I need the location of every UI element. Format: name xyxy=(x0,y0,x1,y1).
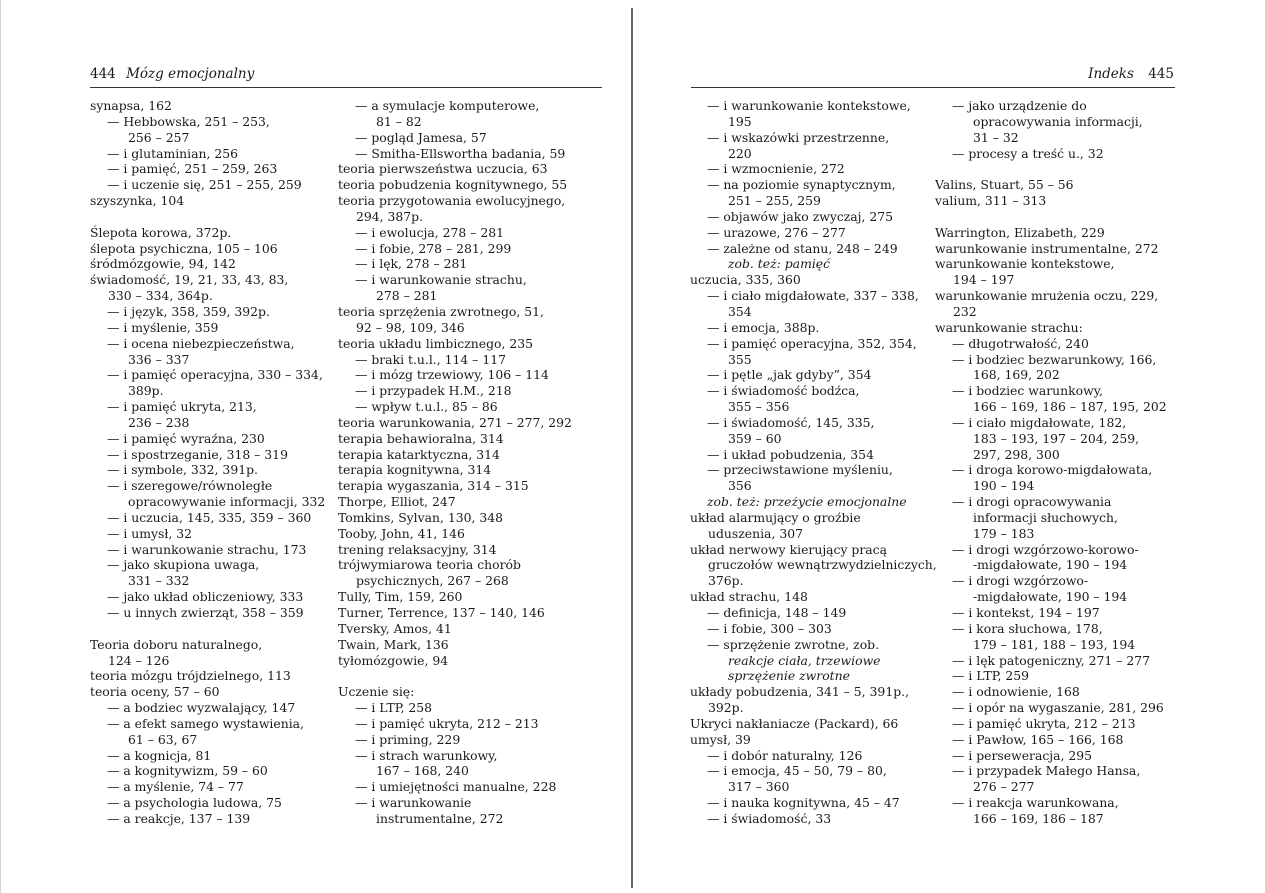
index-entry: 124 – 126 xyxy=(108,652,170,668)
index-entry: — i pamięć ukryta, 212 – 213 xyxy=(355,715,539,731)
index-entry: — i szeregowe/równoległe xyxy=(107,478,273,494)
index-entry: — Hebbowska, 251 – 253, xyxy=(107,113,270,129)
index-entry: terapia katarktyczna, 314 xyxy=(338,446,500,462)
index-entry: — i drogi opracowywania xyxy=(952,494,1112,510)
index-entry: szyszynka, 104 xyxy=(90,193,185,209)
index-entry: opracowywanie informacji, 332 xyxy=(128,494,326,510)
index-entry: 251 – 255, 259 xyxy=(728,193,821,209)
index-entry: 31 – 32 xyxy=(973,129,1019,145)
index-entry: teoria mózgu trójdzielnego, 113 xyxy=(90,668,291,684)
index-entry: — a efekt samego wystawienia, xyxy=(107,715,304,731)
index-entry: — i lęk patogeniczny, 271 – 277 xyxy=(952,652,1150,668)
index-entry: — urazowe, 276 – 277 xyxy=(707,224,846,240)
index-entry: tyłomózgowie, 94 xyxy=(338,652,449,668)
index-entry: umysł, 39 xyxy=(690,731,751,747)
index-entry: — i pamięć operacyjna, 352, 354, xyxy=(707,335,917,351)
index-entry: 179 – 181, 188 – 193, 194 xyxy=(973,636,1136,652)
index-entry: — długotrwałość, 240 xyxy=(952,335,1089,351)
index-entry: 194 – 197 xyxy=(953,272,1015,288)
index-entry: zob. też: przeżycie emocjonalne xyxy=(707,494,907,510)
index-entry: reakcje ciała, trzewiowe xyxy=(728,652,881,668)
index-entry: — i warunkowanie strachu, xyxy=(355,272,527,288)
index-entry: 355 xyxy=(728,351,752,367)
index-entry: — a symulacje komputerowe, xyxy=(355,98,540,113)
index-entry: teoria sprzężenia zwrotnego, 51, xyxy=(338,303,544,319)
index-entry: — jako układ obliczeniowy, 333 xyxy=(107,589,304,605)
index-entry: -migdałowate, 190 – 194 xyxy=(973,557,1128,573)
index-entry: układ alarmujący o groźbie xyxy=(690,509,861,525)
index-entry: — braki t.u.l., 114 – 117 xyxy=(355,351,506,367)
index-entry: 166 – 169, 186 – 187 xyxy=(973,810,1104,826)
index-entry: 294, 387p. xyxy=(356,208,424,224)
index-entry: zob. też: pamięć xyxy=(728,256,831,272)
index-entry: — i nauka kognitywna, 45 – 47 xyxy=(707,795,900,811)
index-entry: — i priming, 229 xyxy=(355,731,461,747)
index-entry: — i wzmocnienie, 272 xyxy=(707,161,845,177)
index-entry: ślepota psychiczna, 105 – 106 xyxy=(90,240,278,256)
index-entry: — i mózg trzewiowy, 106 – 114 xyxy=(355,367,549,383)
index-entry: teoria przygotowania ewolucyjnego, xyxy=(338,193,566,209)
index-entry: śródmózgowie, 94, 142 xyxy=(90,256,236,272)
index-entry: valium, 311 – 313 xyxy=(935,193,1047,209)
index-entry: 276 – 277 xyxy=(973,779,1035,795)
index-entry: — i emocja, 388p. xyxy=(707,319,820,335)
index-entry: — i spostrzeganie, 318 – 319 xyxy=(107,446,288,462)
index-entry: 92 – 98, 109, 346 xyxy=(356,319,465,335)
index-entry: — i ocena niebezpieczeństwa, xyxy=(107,335,295,351)
index-entry: 331 – 332 xyxy=(128,573,190,589)
index-entry: — i kontekst, 194 – 197 xyxy=(952,605,1100,620)
index-entry: 168, 169, 202 xyxy=(973,367,1060,383)
index-entry: — i LTP, 258 xyxy=(355,700,433,716)
index-entry: — i lęk, 278 – 281 xyxy=(355,256,468,272)
index-entry: teoria warunkowania, 271 – 277, 292 xyxy=(338,414,572,430)
index-entry: 220 xyxy=(728,145,752,161)
index-entry: — a reakcje, 137 – 139 xyxy=(107,810,251,826)
index-entry: Twain, Mark, 136 xyxy=(338,636,449,652)
index-column xyxy=(90,98,352,827)
header-rule-right xyxy=(691,87,1175,88)
index-entry: — i warunkowanie xyxy=(355,795,472,811)
index-entry: — i Pawłow, 165 – 166, 168 xyxy=(952,731,1124,747)
index-entry: 256 – 257 xyxy=(128,129,190,145)
running-header-right xyxy=(1088,66,1174,82)
index-entry: Valins, Stuart, 55 – 56 xyxy=(935,177,1074,193)
index-entry: świadomość, 19, 21, 33, 43, 83, xyxy=(90,272,289,288)
index-entry: — i perseweracja, 295 xyxy=(952,747,1093,763)
index-entry: Teoria doboru naturalnego, xyxy=(90,636,263,652)
index-entry: — zależne od stanu, 248 – 249 xyxy=(707,240,898,256)
running-header-left xyxy=(90,66,254,82)
index-entry: teoria oceny, 57 – 60 xyxy=(90,684,220,700)
index-entry: — a kognitywizm, 59 – 60 xyxy=(107,763,268,779)
index-entry: uduszenia, 307 xyxy=(708,525,803,541)
index-entry: — a kognicja, 81 xyxy=(107,747,212,763)
index-entry: układ nerwowy kierujący pracą xyxy=(690,541,887,557)
index-entry: — i ciało migdałowate, 337 – 338, xyxy=(707,288,919,304)
index-entry: — i reakcja warunkowana, xyxy=(952,795,1119,811)
index-entry: — definicja, 148 – 149 xyxy=(707,605,847,620)
index-entry: układ strachu, 148 xyxy=(690,589,808,605)
entry-spacer xyxy=(90,209,352,225)
entry-spacer xyxy=(935,161,1197,177)
entry-spacer xyxy=(90,621,352,637)
index-entry: warunkowanie kontekstowe, xyxy=(935,256,1115,272)
index-entry: 376p. xyxy=(708,573,744,589)
index-entry: opracowywania informacji, xyxy=(973,113,1143,129)
index-entry: Uczenie się: xyxy=(338,684,415,700)
index-entry: — i przypadek Małego Hansa, xyxy=(952,763,1141,779)
index-entry: teoria pierwszeństwa uczucia, 63 xyxy=(338,161,548,177)
index-entry: teoria układu limbicznego, 235 xyxy=(338,335,533,351)
index-entry: synapsa, 162 xyxy=(90,98,172,113)
right-page xyxy=(633,0,1266,893)
index-entry: warunkowanie instrumentalne, 272 xyxy=(935,240,1159,256)
index-entry: — i umysł, 32 xyxy=(107,525,192,541)
index-entry: — i układ pobudzenia, 354 xyxy=(707,446,874,462)
index-entry: — i język, 358, 359, 392p. xyxy=(107,303,270,319)
index-entry: sprzężenie zwrotne xyxy=(728,668,850,684)
index-entry: 166 – 169, 186 – 187, 195, 202 xyxy=(973,399,1167,415)
index-entry: — i pętle „jak gdyby”, 354 xyxy=(707,367,872,383)
index-entry: Ślepota korowa, 372p. xyxy=(90,224,232,240)
index-entry: 392p. xyxy=(708,700,744,716)
index-entry: 389p. xyxy=(128,383,164,399)
index-entry: — i kora słuchowa, 178, xyxy=(952,620,1103,636)
index-entry: Thorpe, Elliot, 247 xyxy=(338,494,456,510)
index-entry: — i pamięć wyraźna, 230 xyxy=(107,430,265,446)
index-entry: — i wskazówki przestrzenne, xyxy=(707,129,890,145)
index-entry: — na poziomie synaptycznym, xyxy=(707,177,896,193)
index-entry: — i świadomość, 145, 335, xyxy=(707,414,875,430)
index-entry: — a myślenie, 74 – 77 xyxy=(107,779,244,795)
index-entry: — i glutaminian, 256 xyxy=(107,145,239,161)
index-entry: — procesy a treść u., 32 xyxy=(952,145,1104,161)
index-entry: 61 – 63, 67 xyxy=(128,731,198,747)
index-entry: — i fobie, 278 – 281, 299 xyxy=(355,240,512,256)
index-entry: — i drogi wzgórzowo-korowo- xyxy=(952,541,1139,557)
index-entry: uczucia, 335, 360 xyxy=(690,272,801,288)
index-entry: — i dobór naturalny, 126 xyxy=(707,747,863,763)
index-entry: — i droga korowo-migdałowata, xyxy=(952,462,1153,478)
index-entry: 355 – 356 xyxy=(728,399,790,415)
index-entry: — i myślenie, 359 xyxy=(107,319,219,335)
index-entry: — i uczenie się, 251 – 255, 259 xyxy=(107,177,302,193)
index-entry: — i pamięć ukryta, 213, xyxy=(107,399,257,415)
index-entry: 297, 298, 300 xyxy=(973,446,1060,462)
index-entry: — i emocja, 45 – 50, 79 – 80, xyxy=(707,763,887,779)
index-entry: trening relaksacyjny, 314 xyxy=(338,541,497,557)
index-entry: — i odnowienie, 168 xyxy=(952,684,1080,700)
index-entry: warunkowanie strachu: xyxy=(935,319,1083,335)
index-entry: warunkowanie mrużenia oczu, 229, xyxy=(935,288,1159,304)
index-entry: psychicznych, 267 – 268 xyxy=(356,573,509,589)
page-number-left: 444 xyxy=(90,66,116,82)
index-entry: — objawów jako zwyczaj, 275 xyxy=(707,208,894,224)
index-entry: Ukryci nakłaniacze (Packard), 66 xyxy=(690,715,899,731)
index-entry: — i strach warunkowy, xyxy=(355,747,498,763)
entry-spacer xyxy=(338,668,600,684)
index-entry: 278 – 281 xyxy=(376,288,438,304)
index-entry: 195 xyxy=(728,113,752,129)
index-entry: — i ciało migdałowate, 182, xyxy=(952,414,1127,430)
index-entry: 183 – 193, 197 – 204, 259, xyxy=(973,430,1140,446)
index-entry: — i pamięć ukryta, 212 – 213 xyxy=(952,715,1136,731)
index-entry: -migdałowate, 190 – 194 xyxy=(973,589,1128,605)
index-entry: — i świadomość bodźca, xyxy=(707,383,860,399)
index-entry: — i drogi wzgórzowo- xyxy=(952,573,1089,589)
index-entry: — jako urządzenie do xyxy=(952,98,1087,113)
index-entry: — i warunkowanie kontekstowe, xyxy=(707,98,911,113)
index-entry: Tversky, Amos, 41 xyxy=(338,620,452,636)
index-entry: 354 xyxy=(728,303,752,319)
index-entry: Tomkins, Sylvan, 130, 348 xyxy=(338,509,504,525)
index-column xyxy=(690,98,952,827)
index-entry: — i przypadek H.M., 218 xyxy=(355,383,512,399)
index-entry: 81 – 82 xyxy=(376,113,422,129)
page-number-right: 445 xyxy=(1148,66,1174,82)
index-entry: — i opór na wygaszanie, 281, 296 xyxy=(952,700,1164,716)
index-entry: 317 – 360 xyxy=(728,779,790,795)
index-entry: terapia kognitywna, 314 xyxy=(338,462,492,478)
index-entry: Tully, Tim, 159, 260 xyxy=(338,589,463,605)
index-entry: 356 xyxy=(728,478,752,494)
index-entry: Warrington, Elizabeth, 229 xyxy=(935,224,1105,240)
index-entry: — i LTP, 259 xyxy=(952,668,1030,684)
index-entry: 359 – 60 xyxy=(728,430,782,446)
index-entry: — przeciwstawione myśleniu, xyxy=(707,462,893,478)
index-entry: — i ewolucja, 278 – 281 xyxy=(355,224,504,240)
index-entry: terapia behawioralna, 314 xyxy=(338,430,504,446)
index-entry: 167 – 168, 240 xyxy=(376,763,469,779)
index-entry: — i pamięć, 251 – 259, 263 xyxy=(107,161,278,177)
index-entry: — i warunkowanie strachu, 173 xyxy=(107,541,307,557)
index-entry: 179 – 183 xyxy=(973,525,1035,541)
index-entry: — u innych zwierząt, 358 – 359 xyxy=(107,605,304,620)
index-entry: teoria pobudzenia kognitywnego, 55 xyxy=(338,177,568,193)
index-entry: 336 – 337 xyxy=(128,351,190,367)
index-entry: — pogląd Jamesa, 57 xyxy=(355,129,487,145)
book-title: Mózg emocjonalny xyxy=(126,66,255,82)
index-entry: — jako skupiona uwaga, xyxy=(107,557,260,573)
index-entry: — i bodziec bezwarunkowy, 166, xyxy=(952,351,1157,367)
index-entry: 190 – 194 xyxy=(973,478,1035,494)
index-entry: układy pobudzenia, 341 – 5, 391p., xyxy=(690,684,910,700)
index-entry: — i bodziec warunkowy, xyxy=(952,383,1103,399)
index-entry: — i fobie, 300 – 303 xyxy=(707,620,832,636)
index-entry: 330 – 334, 364p. xyxy=(108,288,213,304)
index-entry: — i pamięć operacyjna, 330 – 334, xyxy=(107,367,323,383)
header-rule-left xyxy=(90,87,602,88)
index-column xyxy=(935,98,1197,827)
index-entry: — i symbole, 332, 391p. xyxy=(107,462,258,478)
index-entry: instrumentalne, 272 xyxy=(376,810,504,826)
index-entry: Turner, Terrence, 137 – 140, 146 xyxy=(338,605,545,620)
index-column xyxy=(338,98,600,827)
index-entry: trójwymiarowa teoria chorób xyxy=(338,557,521,573)
index-entry: — wpływ t.u.l., 85 – 86 xyxy=(355,399,498,415)
index-entry: 232 xyxy=(953,303,977,319)
index-entry: terapia wygaszania, 314 – 315 xyxy=(338,478,529,494)
index-entry: — a bodziec wyzwalający, 147 xyxy=(107,700,296,716)
index-entry: — i uczucia, 145, 335, 359 – 360 xyxy=(107,509,312,525)
index-entry: informacji słuchowych, xyxy=(973,509,1118,525)
index-entry: gruczołów wewnątrzwydzielniczych, xyxy=(708,557,937,573)
index-entry: — sprzężenie zwrotne, zob. xyxy=(707,636,880,652)
index-entry: Tooby, John, 41, 146 xyxy=(338,525,465,541)
entry-spacer xyxy=(935,209,1197,225)
index-entry: — i umiejętności manualne, 228 xyxy=(355,779,557,795)
index-entry: 236 – 238 xyxy=(128,414,190,430)
section-title: Indeks xyxy=(1088,66,1134,82)
index-entry: — i świadomość, 33 xyxy=(707,810,832,826)
index-entry: — Smitha-Ellswortha badania, 59 xyxy=(355,145,566,161)
index-entry: — a psychologia ludowa, 75 xyxy=(107,795,282,811)
